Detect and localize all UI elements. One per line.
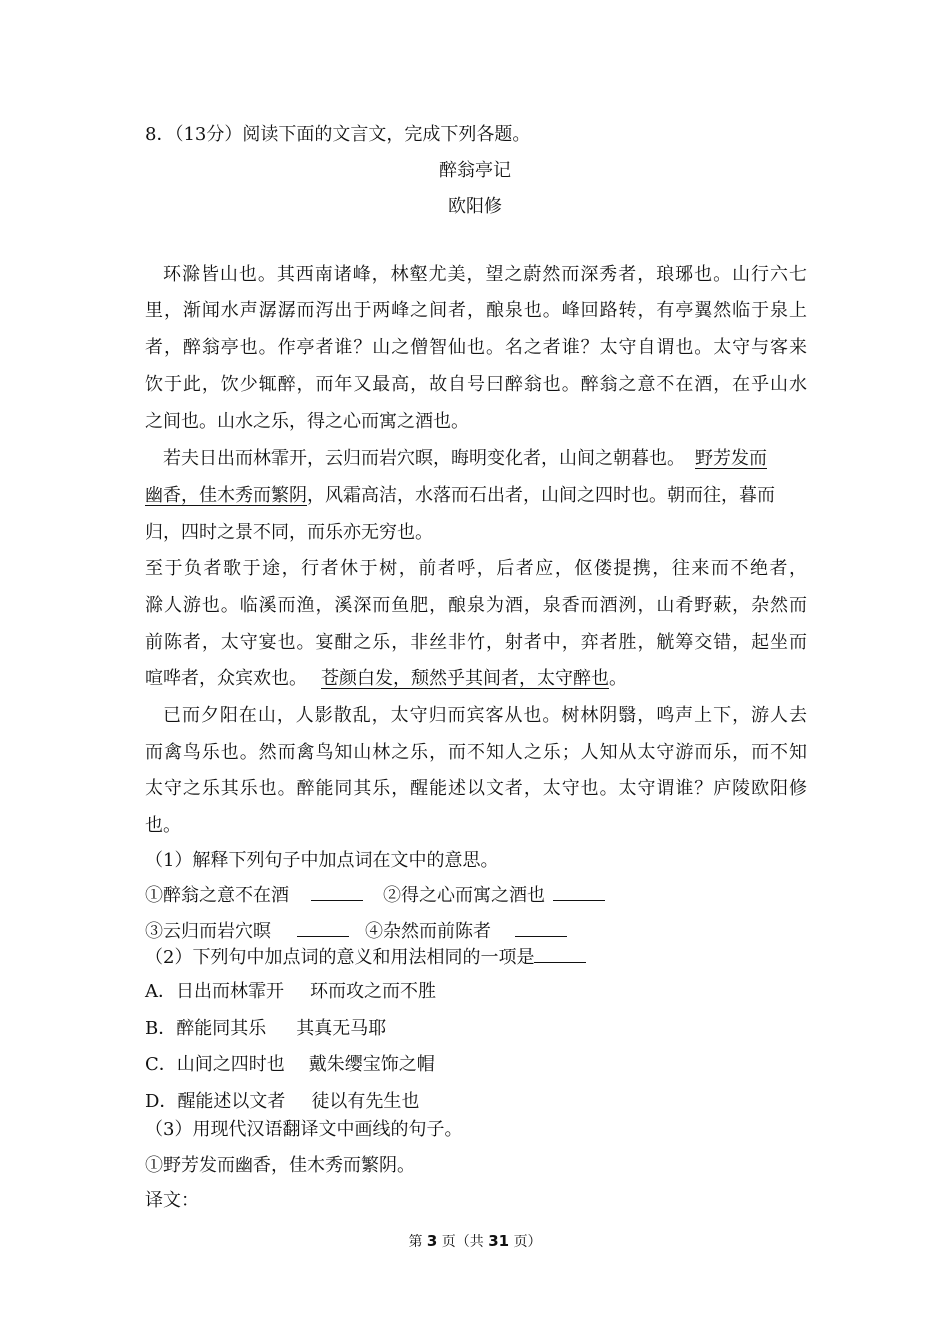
- option-text: 日出而林霏开: [176, 981, 284, 1002]
- subquestion-1-row: [145, 920, 567, 943]
- answer-blank[interactable]: [515, 920, 567, 937]
- translation-item: ①野芳发而幽香，佳木秀而繁阴。: [145, 1155, 415, 1176]
- passage-line: 归，四时之景不同，而乐亦无穷也。: [145, 522, 433, 543]
- option-text: 山间之四时也: [176, 1054, 285, 1075]
- passage-text: ，风霜高洁，水落而石出者，山间之四时也。朝而往，暮而: [307, 485, 775, 506]
- item-text: ④杂然而前陈者: [365, 921, 491, 942]
- option-letter: D．: [145, 1091, 178, 1112]
- passage-text: 。: [609, 668, 627, 689]
- passage-author: 欧阳修: [448, 196, 502, 217]
- passage-line: [163, 448, 767, 470]
- option-a[interactable]: [145, 981, 436, 1003]
- option-letter: B．: [145, 1018, 177, 1039]
- passage-line: 里，渐闻水声潺潺而泻出于两峰之间者，酿泉也。峰回路转，有亭翼然临于泉上: [145, 300, 807, 321]
- page-number: 3: [426, 1232, 438, 1250]
- passage-line: 太守之乐其乐也。醉能同其乐，醒能述以文者，太守也。太守谓谁？庐陵欧阳修: [145, 778, 807, 799]
- option-letter: C．: [145, 1054, 177, 1075]
- item-text: ①醉翁之意不在酒: [145, 885, 289, 906]
- footer-text: 页（共: [441, 1234, 484, 1250]
- option-c[interactable]: [145, 1054, 435, 1076]
- question-header: 8．（13分）阅读下面的文言文，完成下列各题。: [145, 124, 531, 145]
- item-text: ②得之心而寓之酒也: [383, 885, 545, 906]
- answer-blank[interactable]: [534, 946, 586, 963]
- passage-line: 也。: [145, 815, 181, 836]
- passage-line: 之间也。山水之乐，得之心而寓之酒也。: [145, 411, 469, 432]
- passage-line: 者，醉翁亭也。作亭者谁？山之僧智仙也。名之者谁？太守自谓也。太守与客来: [145, 337, 807, 358]
- passage-line: 已而夕阳在山，人影散乱，太守归而宾客从也。树林阴翳，鸣声上下，游人去: [163, 705, 807, 726]
- prompt-text: （2）下列句中加点词的意义和用法相同的一项是: [145, 947, 535, 968]
- passage-line: [145, 668, 627, 690]
- passage-line: 滁人游也。临溪而渔，溪深而鱼肥，酿泉为酒，泉香而酒洌，山肴野蔌，杂然而: [145, 595, 807, 616]
- option-d[interactable]: [145, 1091, 419, 1113]
- underlined-sentence: 野芳发而: [695, 448, 767, 469]
- translation-label: 译文：: [145, 1190, 199, 1211]
- option-text: 徒以有先生也: [311, 1091, 420, 1112]
- underlined-sentence: 苍颜白发，颓然乎其间者，太守醉也: [321, 668, 609, 689]
- option-text: 戴朱缨宝饰之帽: [308, 1054, 435, 1075]
- passage-line: 环滁皆山也。其西南诸峰，林壑尤美，望之蔚然而深秀者，琅琊也。山行六七: [163, 264, 807, 285]
- option-letter: A．: [145, 981, 176, 1002]
- option-text: 环而攻之而不胜: [310, 981, 436, 1002]
- option-text: 其真无马耶: [296, 1018, 387, 1039]
- page-total: 31: [488, 1232, 510, 1250]
- option-text: 醒能述以文者: [177, 1091, 286, 1112]
- answer-blank[interactable]: [297, 920, 349, 937]
- subquestion-1-prompt: （1）解释下列句子中加点词在文中的意思。: [145, 850, 499, 871]
- underlined-sentence: 幽香，佳木秀而繁阴: [145, 485, 307, 506]
- passage-text: 喧哗者，众宾欢也。: [145, 668, 307, 689]
- passage-line: 而禽鸟乐也。然而禽鸟知山林之乐，而不知人之乐；人知从太守游而乐，而不知: [145, 742, 807, 763]
- subquestion-1-row: [145, 884, 605, 907]
- footer-text: 第: [408, 1234, 423, 1250]
- subquestion-2-prompt: [145, 946, 586, 969]
- answer-blank[interactable]: [311, 884, 363, 901]
- passage-text: 若夫日出而林霏开，云归而岩穴暝，晦明变化者，山间之朝暮也。: [163, 448, 685, 469]
- passage-line: 饮于此，饮少辄醉，而年又最高，故自号曰醉翁也。醉翁之意不在酒，在乎山水: [145, 374, 807, 395]
- footer-text: 页）: [513, 1234, 542, 1250]
- page-footer: [0, 1231, 950, 1251]
- answer-blank[interactable]: [553, 884, 605, 901]
- passage-line: 至于负者歌于途，行者休于树，前者呼，后者应，伛偻提携，往来而不绝者，: [145, 558, 807, 579]
- passage-title: 醉翁亭记: [439, 160, 511, 181]
- subquestion-3-prompt: （3）用现代汉语翻译文中画线的句子。: [145, 1119, 463, 1140]
- passage-line: [145, 485, 775, 507]
- option-b[interactable]: [145, 1018, 386, 1040]
- passage-line: 前陈者，太守宴也。宴酣之乐，非丝非竹，射者中，弈者胜，觥筹交错，起坐而: [145, 632, 807, 653]
- item-text: ③云归而岩穴暝: [145, 921, 271, 942]
- option-text: 醉能同其乐: [176, 1018, 267, 1039]
